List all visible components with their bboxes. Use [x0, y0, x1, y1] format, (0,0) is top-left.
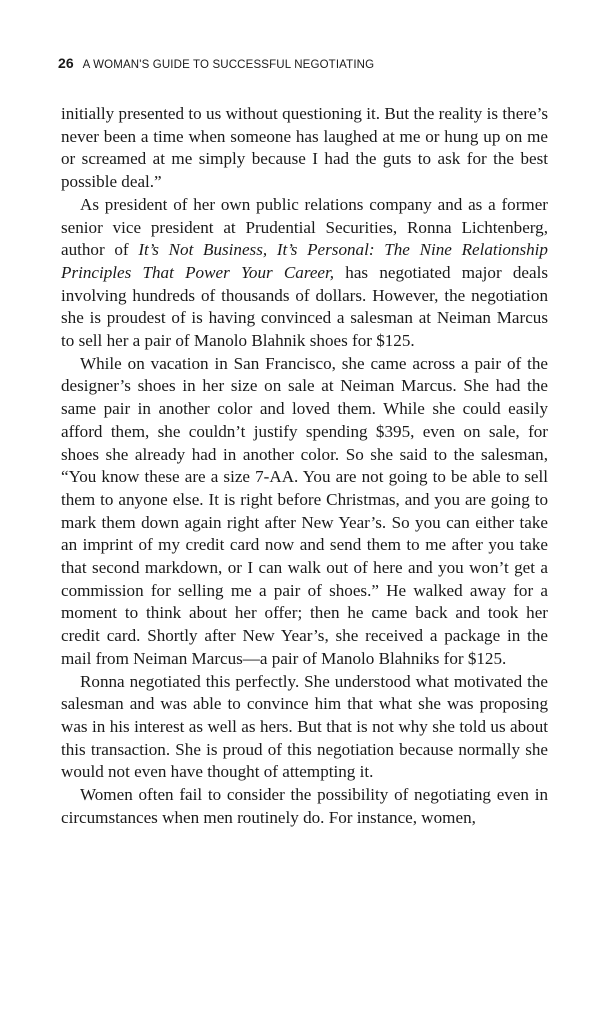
paragraph-women-often-fail: Women often fail to consider the possibility of negotiating even in circumstances when men routinely do. For instance, women, [61, 785, 548, 827]
running-head [58, 55, 374, 71]
paragraph-san-francisco: While on vacation in San Francisco, she came across a pair of the designer’s shoes in her size on sale at Neiman Marcus. She had the same pair in another color and loved them. While she could easily afford them, she couldn’t justify spending $395, even on sale, for shoes she already had in another color. So she said to the salesman, “You know these are a size 7-AA. You are not going to be able to sell them to anyone else. It is right before Christmas, and you are going to mark them down again right after New Year’s. So you can either take an imprint of my credit card now and send them to me after you take that second markdown, or I can walk out of here and you won’t get a commission for selling me a pair of shoes.” He walked away for a moment to think about her offer; then he came back and took her credit card. Shortly after New Year’s, she received a package in the mail from Neiman Marcus—a pair of Manolo Blahniks for $125. [61, 353, 548, 668]
paragraph-ronna-lichtenberg [61, 194, 548, 353]
paragraph-continuation: initially presented to us without questioning it. But the reality is there’s never been a time when someone has laughed at me or hung up on me or screamed at me simply because I had the guts to ask for the best possible deal.” [61, 104, 548, 192]
body-text [61, 103, 548, 830]
paragraph-text: has negotiated major deals involving hundreds of thousands of dollars. However, the negotiation she is proudest of is having convinced a salesman at Neiman Marcus to sell her a pair of Manolo Blahnik shoes for $125. [61, 262, 548, 351]
paragraph-text: As president of her own public relations company and as a former senior vice president at Prudential Securities, Ronna Lichtenberg, author of [61, 194, 548, 260]
paragraph-negotiated-perfectly: Ronna negotiated this perfectly. She understood what motivated the salesman and was able to convince him that what she was proposing was in his interest as well as hers. But that is not why she told us about this transaction. She is proud of this negotiation because normally she would not even have thought of attempting it. [61, 671, 548, 782]
book-title: A WOMAN'S GUIDE TO SUCCESSFUL NEGOTIATING [82, 59, 375, 71]
book-title-citation: It’s Not Business, It’s Personal: The Nine Relationship Principles That Power Your Career, [61, 240, 548, 282]
page-number: 26 [58, 55, 74, 71]
